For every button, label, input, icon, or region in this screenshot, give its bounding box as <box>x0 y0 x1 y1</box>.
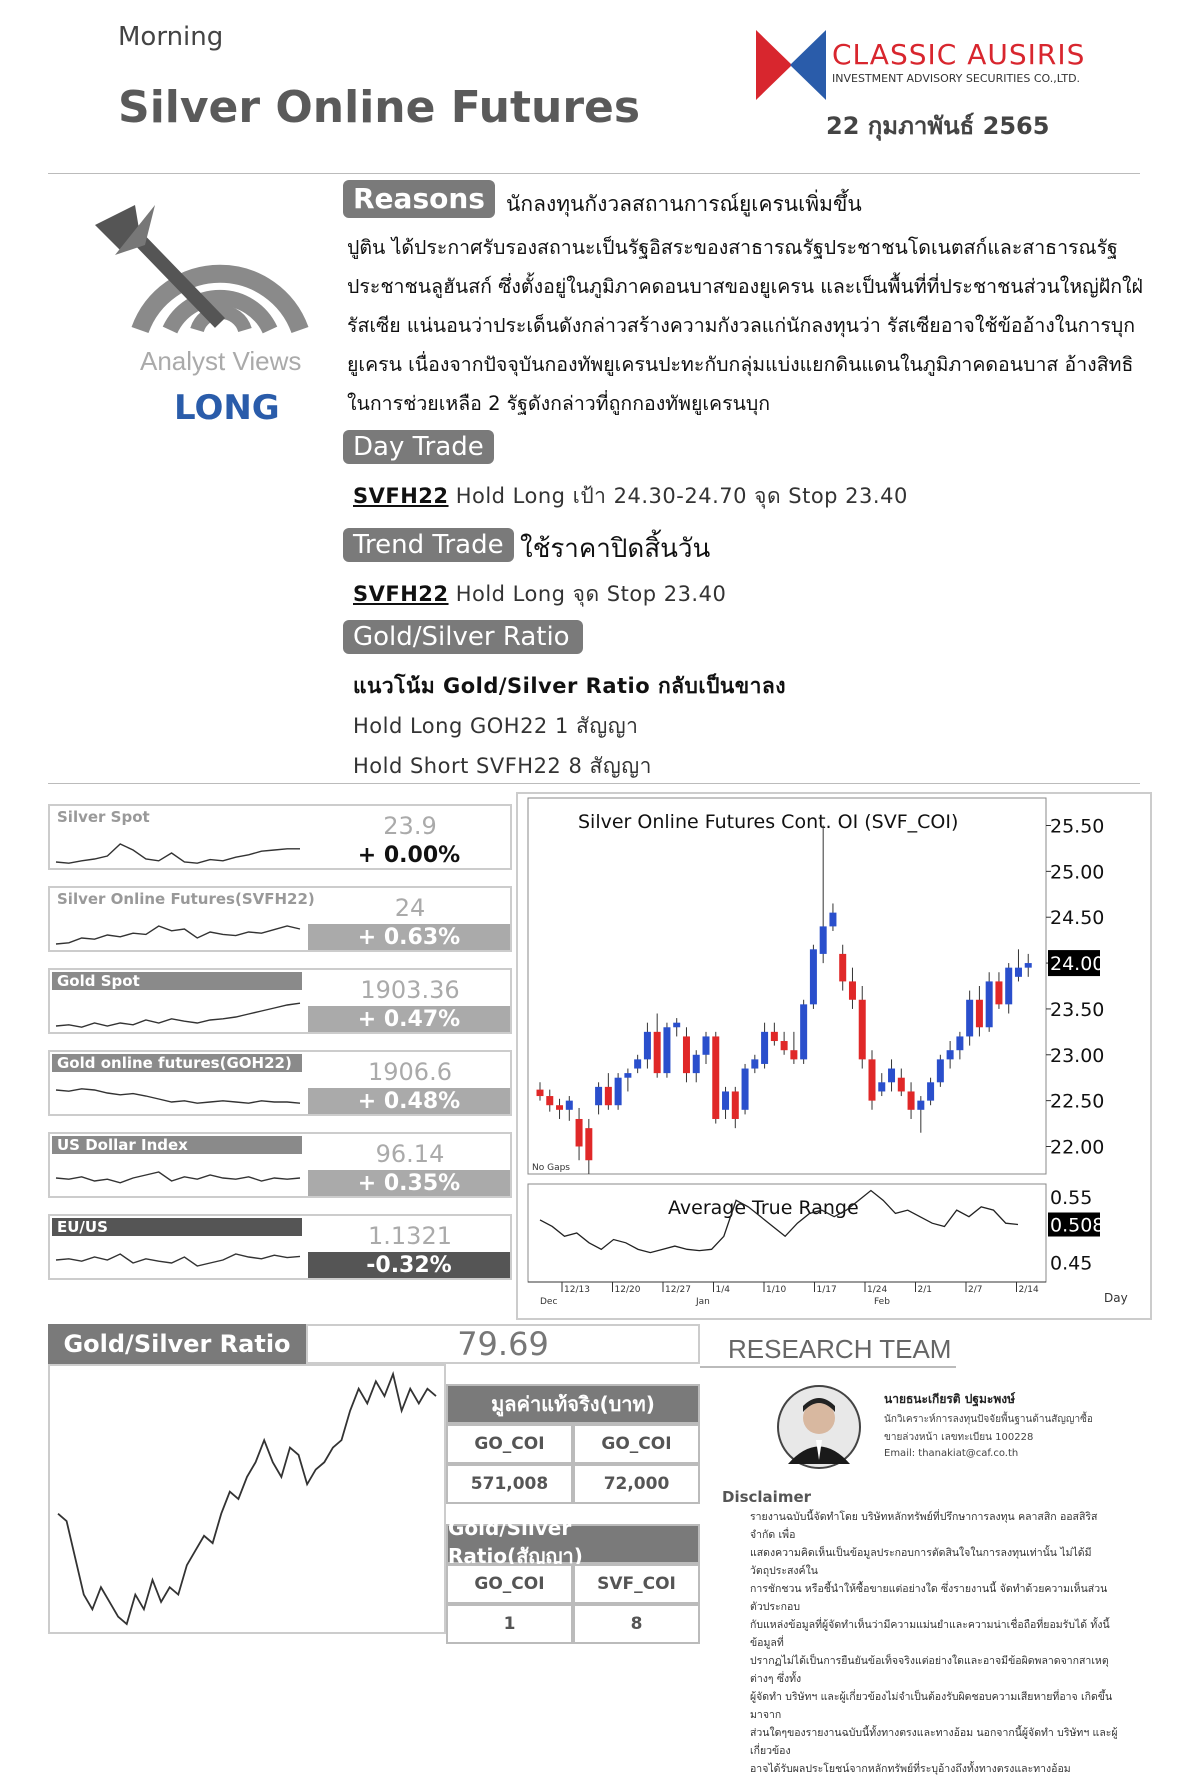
atr-tick-label: 0.45 <box>1050 1252 1093 1275</box>
market-label: EU/US <box>52 1218 302 1236</box>
trend-trade-note: ใช้ราคาปิดสิ้นวัน <box>520 534 711 564</box>
x-tick-label: 1/17 <box>816 1285 837 1295</box>
value-table-col2: GO_COI <box>573 1424 700 1464</box>
candle <box>663 1023 670 1078</box>
analyst-views-label: Analyst Views <box>140 346 302 376</box>
market-label: Silver Spot <box>52 808 302 826</box>
gs-ratio-trend: แนวโน้ม Gold/Silver Ratio กลับเป็นขาลง <box>353 674 787 698</box>
atr-title: Average True Range <box>668 1197 859 1219</box>
section-divider <box>48 783 1140 784</box>
candle <box>576 1108 583 1160</box>
candle <box>908 1082 915 1119</box>
candle <box>869 1050 876 1110</box>
market-sparkline <box>52 908 304 952</box>
research-team-title: RESEARCH TEAM <box>728 1334 952 1364</box>
y-tick-label: 22.50 <box>1050 1090 1105 1113</box>
candle <box>693 1050 700 1082</box>
candle <box>947 1041 954 1069</box>
candle <box>917 1096 924 1133</box>
market-value: 23.9 <box>383 812 437 840</box>
ratio-label: Gold/Silver Ratio <box>48 1324 306 1364</box>
ratio-line <box>58 1374 436 1624</box>
candle <box>1025 954 1032 977</box>
candle <box>703 1032 710 1064</box>
market-card <box>48 886 512 952</box>
target-arrow-icon <box>95 205 310 335</box>
market-change: -0.32% <box>308 1252 510 1278</box>
candle <box>790 1032 797 1064</box>
candle <box>712 1032 719 1124</box>
x-tick-label: 2/1 <box>917 1285 932 1295</box>
ratio-value: 79.69 <box>306 1324 700 1364</box>
candle <box>722 1087 729 1119</box>
ratio-table-val1: 1 <box>446 1604 573 1644</box>
candle <box>956 1032 963 1060</box>
period-label: Day <box>1104 1291 1128 1305</box>
market-sparkline <box>52 1072 304 1116</box>
x-tick-label: 1/24 <box>867 1285 888 1295</box>
gs-ratio-tag: Gold/Silver Ratio <box>343 620 583 654</box>
y-tick-label: 24.50 <box>1050 907 1105 930</box>
candle <box>595 1082 602 1114</box>
candle <box>732 1087 739 1128</box>
y-tick-label: 23.00 <box>1050 1044 1105 1067</box>
x-tick-label: 2/14 <box>1018 1285 1039 1295</box>
ratio-table-val2: 8 <box>573 1604 700 1644</box>
atr-tick-label: 0.55 <box>1050 1187 1093 1210</box>
disclaimer-body <box>750 1508 1120 1778</box>
y-tick-label: 25.50 <box>1050 815 1105 838</box>
disclaimer-line: แสดงความคิดเห็นเป็นข้อมูลประกอบการตัดสินใจในการลงทุนเท่านั้น ไม่ได้มีวัตถุประสงค์ใน <box>750 1547 1092 1577</box>
candle <box>966 991 973 1046</box>
trend-trade-text: Hold Long จุด Stop 23.40 <box>448 582 727 606</box>
company-name: CLASSIC AUSIRIS <box>832 38 1086 71</box>
price-chart-panel <box>516 792 1152 1320</box>
candle <box>683 1027 690 1082</box>
candle <box>849 968 856 1009</box>
market-value: 96.14 <box>375 1140 445 1168</box>
candle <box>839 945 846 991</box>
analyst-view-value: LONG <box>174 388 280 428</box>
y-tick-label: 24.00 <box>1050 953 1105 976</box>
candle <box>673 1018 680 1036</box>
market-card <box>48 1050 512 1116</box>
reasons-body <box>347 228 1147 423</box>
company-logo-icon <box>756 30 826 100</box>
market-sparkline <box>52 990 304 1034</box>
analyst-avatar <box>776 1384 862 1470</box>
x-tick-label: 2/7 <box>968 1285 983 1295</box>
report-period: Morning <box>118 22 224 52</box>
reasons-line: รัสเซีย แน่นอนว่าประเด็นดังกล่าวสร้างความกังวลแก่นักลงทุนว่า รัสเซียอาจใช้ข้ออ้างในการบุก <box>347 314 1136 337</box>
x-tick-label: 1/10 <box>766 1285 787 1295</box>
disclaimer-line: การชักชวน หรือชี้นำให้ซื้อขายแต่อย่างใด ซึ่งรายงานนี้ จัดทำด้วยความเห็นส่วนตัวประกอบ <box>750 1583 1108 1613</box>
candle <box>537 1082 544 1100</box>
value-table-val1: 571,008 <box>446 1464 573 1504</box>
market-label: Silver Online Futures(SVFH22) <box>52 890 302 908</box>
y-tick-label: 22.00 <box>1050 1136 1105 1159</box>
market-value: 1906.6 <box>368 1058 452 1086</box>
candle <box>820 826 827 964</box>
market-change: + 0.47% <box>308 1006 510 1032</box>
x-tick-label: 12/13 <box>564 1285 590 1295</box>
market-card <box>48 1214 512 1280</box>
value-table-val2: 72,000 <box>573 1464 700 1504</box>
candle <box>986 972 993 1032</box>
ratio-line-chart <box>50 1366 444 1632</box>
candle <box>761 1023 768 1069</box>
report-date: 22 กุมภาพันธ์ 2565 <box>826 112 1050 140</box>
x-tick-label: 12/20 <box>614 1285 641 1295</box>
research-divider <box>700 1366 956 1368</box>
company-subtitle: INVESTMENT ADVISORY SECURITIES CO.,LTD. <box>832 72 1081 85</box>
market-sparkline <box>52 1236 304 1280</box>
gs-ratio-short: Hold Short SVFH22 8 สัญญา <box>353 754 652 778</box>
analyst-license: ขายล่วงหน้า เลขทะเบียน 100228 <box>884 1432 1034 1443</box>
price-plot-border <box>528 798 1046 1174</box>
market-label: US Dollar Index <box>52 1136 302 1154</box>
candle <box>556 1099 563 1119</box>
candle <box>888 1059 895 1091</box>
candle <box>781 1032 788 1055</box>
candle <box>585 1119 592 1174</box>
candle <box>771 1023 778 1046</box>
candle <box>927 1078 934 1106</box>
candle <box>654 1014 661 1078</box>
analyst-name: นายธนะเกียรติ ปฐมะพงษ์ <box>884 1392 1016 1406</box>
market-sparkline <box>52 1154 304 1198</box>
market-card <box>48 1132 512 1198</box>
ratio-table-col1: GO_COI <box>446 1564 573 1604</box>
reasons-tag: Reasons <box>343 180 495 218</box>
disclaimer-title: Disclaimer <box>722 1488 812 1506</box>
market-card <box>48 968 512 1034</box>
candle <box>898 1069 905 1097</box>
candle <box>546 1090 553 1112</box>
ratio-table-col2: SVF_COI <box>573 1564 700 1604</box>
candle <box>566 1096 573 1121</box>
market-value: 1903.36 <box>360 976 460 1004</box>
trend-trade-symbol: SVFH22 <box>353 582 449 606</box>
page-title: Silver Online Futures <box>118 82 641 133</box>
header-divider <box>48 173 1140 174</box>
y-tick-label: 25.00 <box>1050 861 1105 884</box>
candle <box>615 1073 622 1110</box>
reasons-line: ประชาชนลูฮันสก์ ซึ่งตั้งอยู่ในภูมิภาคดอนบาสของยูเครน และเป็นพื้นที่ที่ประชาชนส่วนใหญ่ฝักใฝ่ <box>347 275 1143 298</box>
value-table-col1: GO_COI <box>446 1424 573 1464</box>
disclaimer-line: กับแหล่งข้อมูลที่ผู้จัดทำเห็นว่ามีความแม่นยำและความน่าเชื่อถือที่ยอมรับได้ ทั้งนี้ข้อมูลที่ <box>750 1619 1110 1649</box>
disclaimer-line: ผู้จัดทำ บริษัทฯ และผู้เกี่ยวข้องไม่จำเป็นต้องรับผิดชอบความเสียหายที่อาจ เกิดขึ้นมาจาก <box>750 1691 1113 1721</box>
market-label: Gold online futures(GOH22) <box>52 1054 302 1072</box>
atr-tick-label: 0.508 <box>1050 1214 1105 1237</box>
x-month-label: Dec <box>540 1297 558 1307</box>
x-tick-label: 12/27 <box>665 1285 691 1295</box>
disclaimer-line: อาจได้รับผลประโยชน์จากหลักทรัพย์ที่ระบุอ้างถึงทั้งทางตรงและทางอ้อม <box>750 1763 1071 1775</box>
candle <box>995 972 1002 1009</box>
candle <box>859 986 866 1069</box>
candle <box>1005 963 1012 1013</box>
market-change: + 0.63% <box>308 924 510 950</box>
disclaimer-line: ส่วนใดๆของรายงานฉบับนี้ทั้งทางตรงและทางอ้อม นอกจากนี้ผู้จัดทำ บริษัทฯ และผู้เกี่ยวข้อง <box>750 1727 1118 1757</box>
ratio-chart-panel <box>48 1364 446 1634</box>
reasons-headline: นักลงทุนกังวลสถานการณ์ยูเครนเพิ่มขึ้น <box>506 192 862 216</box>
market-label: Gold Spot <box>52 972 302 990</box>
reasons-line: ยูเครน เนื่องจากปัจจุบันกองทัพยูเครนปะทะกับกลุ่มแบ่งแยกดินแดนในภูมิภาคดอนบาส อ้างสิทธิ <box>347 353 1134 376</box>
candle <box>810 945 817 1009</box>
value-table-title: มูลค่าแท้จริง(บาท) <box>446 1384 700 1424</box>
disclaimer-line: รายงานฉบับนี้จัดทำโดย บริษัทหลักทรัพย์ที่ปรึกษาการลงทุน คลาสสิก ออสสิริส จำกัด เพื่อ <box>750 1511 1098 1541</box>
reasons-line: ปูติน ได้ประกาศรับรองสถานะเป็นรัฐอิสระของสาธารณรัฐประชาชนโดเนตสก์และสาธารณรัฐ <box>347 236 1118 259</box>
analyst-role: นักวิเคราะห์การลงทุนปัจจัยพื้นฐานด้านสัญญาซื้อ <box>884 1414 1093 1425</box>
day-trade-symbol: SVFH22 <box>353 484 449 508</box>
gs-ratio-long: Hold Long GOH22 1 สัญญา <box>353 714 639 738</box>
disclaimer-line: ปรากฏไม่ได้เป็นการยืนยันข้อเท็จจริงแต่อย่างใดและอาจมีข้อผิดพลาดจากสาเหตุต่างๆ ซึ่งทั้ง <box>750 1655 1109 1685</box>
x-month-label: Jan <box>696 1297 710 1307</box>
candle <box>937 1055 944 1087</box>
candle <box>878 1073 885 1096</box>
candle <box>634 1055 641 1073</box>
reasons-line: ในการช่วยเหลือ 2 รัฐดังกล่าวที่ถูกกองทัพยูเครนบุก <box>347 392 771 415</box>
market-change: + 0.48% <box>308 1088 510 1114</box>
candle <box>624 1069 631 1092</box>
x-month-label: Feb <box>874 1297 890 1307</box>
day-trade-text: Hold Long เป้า 24.30-24.70 จุด Stop 23.40 <box>448 484 908 508</box>
candle <box>976 986 983 1036</box>
no-gaps-note: No Gaps <box>532 1163 570 1173</box>
market-value: 24 <box>394 894 426 922</box>
candle <box>800 1000 807 1064</box>
trend-trade-tag: Trend Trade <box>343 528 514 562</box>
analyst-email: Email: thanakiat@caf.co.th <box>884 1448 1019 1459</box>
candlestick-chart <box>518 794 1150 1318</box>
candle <box>605 1073 612 1110</box>
market-sparkline <box>52 826 304 870</box>
candle <box>1015 949 1022 981</box>
ratio-table-title: Gold/Silver Ratio(สัญญา) <box>446 1524 700 1564</box>
market-change: + 0.00% <box>308 842 510 868</box>
x-tick-label: 1/4 <box>715 1285 730 1295</box>
candle <box>829 903 836 931</box>
market-value: 1.1321 <box>368 1222 452 1250</box>
trend-trade-line <box>353 578 726 611</box>
day-trade-line <box>353 480 908 513</box>
candle <box>742 1064 749 1114</box>
y-tick-label: 23.50 <box>1050 998 1105 1021</box>
market-card <box>48 804 512 870</box>
price-chart-title: Silver Online Futures Cont. OI (SVF_COI) <box>578 811 959 833</box>
candle <box>751 1055 758 1073</box>
day-trade-tag: Day Trade <box>343 430 494 464</box>
candle <box>644 1023 651 1069</box>
market-change: + 0.35% <box>308 1170 510 1196</box>
